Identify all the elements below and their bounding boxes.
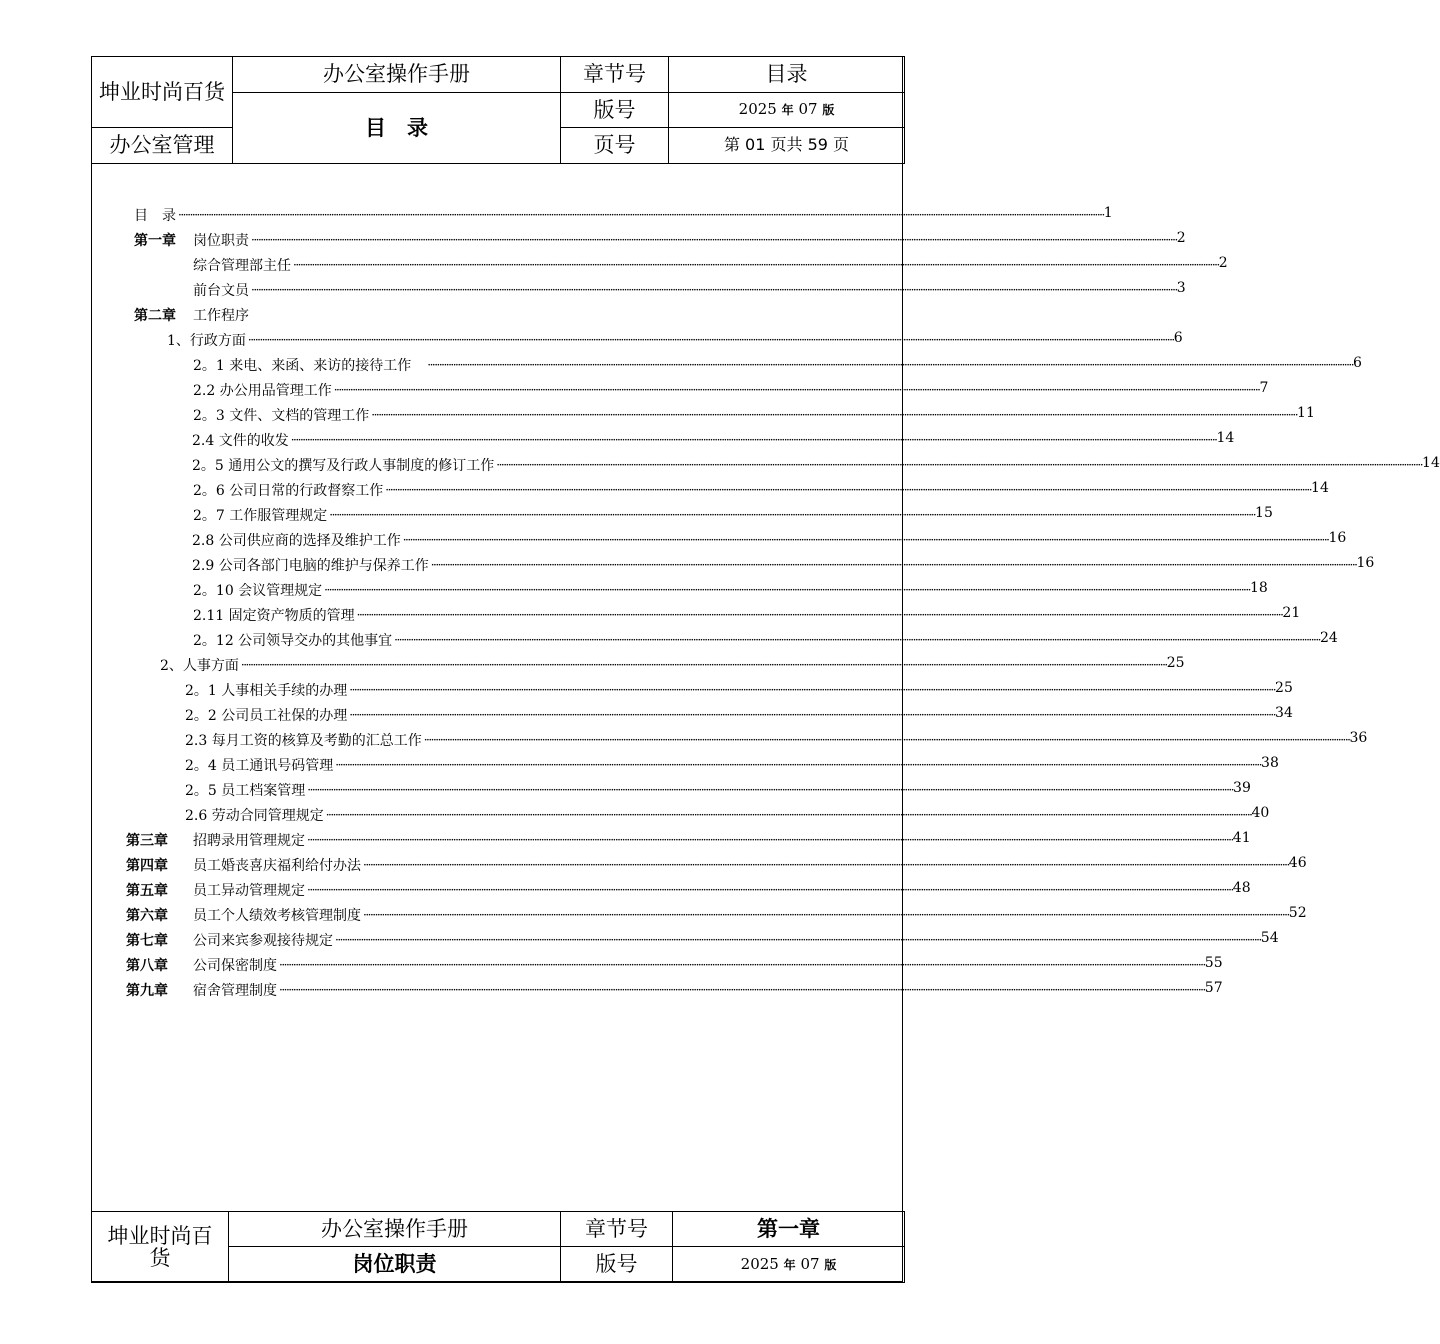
footer-chapter-label: 章节号	[561, 1212, 673, 1247]
toc-leader-dots: ················································································································································································································································································································································································································	[363, 858, 1289, 872]
footer-version-year-char: 年	[783, 1257, 796, 1272]
toc-leader-dots: ················································································································································································································································································································································································································	[324, 583, 1250, 597]
footer-version-value	[673, 1247, 905, 1283]
footer-version-label: 版号	[561, 1247, 673, 1283]
toc-title: 2.8 公司供应商的选择及维护工作	[192, 533, 401, 549]
toc-title: 2.6 劳动合同管理规定	[185, 808, 324, 824]
toc-leader-dots: ················································································································································································································································································································································································································	[349, 708, 1276, 722]
toc-leader-dots: ················································································································································································································································································································································································································	[371, 408, 1298, 422]
toc-page-number: 18	[1249, 580, 1268, 596]
toc-title: 2.11 固定资产物质的管理	[193, 608, 355, 624]
toc-page-number: 25	[1166, 655, 1185, 671]
toc-leader-dots: ················································································································································································································································································································································································································	[325, 808, 1252, 822]
toc-page-number: 52	[1288, 905, 1307, 921]
toc-leader-dots: ················································································································································································································································································································································································································	[251, 283, 1177, 297]
toc-title: 公司保密制度	[193, 958, 277, 974]
toc-entry	[0, 680, 1293, 700]
toc-leader-dots: ················································································································································································································································································································································································································	[356, 608, 1283, 622]
footer-version-char: 版	[824, 1257, 837, 1272]
toc-title: 1、行政方面	[167, 333, 246, 349]
toc-leader-dots: ················································································································································································································································································································································································································	[385, 483, 1312, 497]
footer-manual-title: 办公室操作手册	[229, 1212, 561, 1247]
toc-page-number: 57	[1204, 980, 1223, 996]
toc-title: 2。12 公司领导交办的其他事宜	[193, 633, 393, 649]
toc-leader-dots: ················································································································································································································································································································································································································	[279, 983, 1205, 997]
page-value: 第 01 页共 59 页	[669, 128, 905, 164]
toc-title: 2。1 人事相关手续的办理	[185, 683, 348, 699]
toc-entry	[0, 705, 1293, 725]
toc-leader-dots: ················································································································································································································································································································································································································	[394, 633, 1320, 647]
toc-chapter-number: 第五章	[126, 883, 168, 899]
toc-page-number: 34	[1275, 705, 1293, 721]
toc-page-number: 6	[1173, 330, 1183, 346]
toc-entry	[0, 605, 1301, 625]
toc-chapter-number: 第八章	[126, 958, 168, 974]
toc-title: 公司来宾参观接待规定	[193, 933, 333, 949]
toc-page-number: 15	[1255, 505, 1273, 521]
toc-leader-dots: ················································································································································································································································································································································································································	[333, 383, 1260, 397]
toc-entry	[0, 355, 1362, 375]
toc-entry	[0, 805, 1270, 825]
toc-entry	[0, 630, 1338, 650]
toc-page-number: 40	[1251, 805, 1270, 821]
toc-chapter-number: 第四章	[126, 858, 168, 874]
toc-entry	[0, 580, 1268, 600]
toc-leader-dots: ················································································································································································································································································································································································································	[293, 258, 1219, 272]
toc-page-number: 11	[1297, 405, 1315, 421]
footer-section-title: 岗位职责	[229, 1247, 561, 1283]
toc-entry	[0, 555, 1375, 575]
toc-page-number: 14	[1422, 455, 1440, 471]
toc-entry	[0, 755, 1279, 775]
toc-entry	[0, 205, 1113, 225]
toc-entry	[0, 855, 1307, 875]
toc-page-number: 41	[1232, 830, 1251, 846]
toc-leader-dots: ················································································································································································································································································································································································································	[240, 658, 1167, 672]
toc-entry	[0, 930, 1279, 950]
toc-entry	[0, 830, 1251, 850]
toc-entry	[0, 955, 1223, 975]
toc-chapter-number: 第二章	[134, 308, 176, 324]
toc-entry	[0, 330, 1183, 350]
toc-page-number: 25	[1275, 680, 1293, 696]
section-title: 目 录	[233, 93, 561, 164]
toc-page-number: 16	[1356, 555, 1375, 571]
toc-title: 综合管理部主任	[193, 258, 291, 274]
toc-title: 招聘录用管理规定	[193, 833, 305, 849]
toc-entry	[0, 655, 1185, 675]
toc-entry	[0, 905, 1307, 925]
toc-leader-dots: ················································································································································································································································································································································································································	[307, 833, 1233, 847]
toc-page-number: 7	[1259, 380, 1269, 396]
chapter-value: 目录	[669, 57, 905, 93]
version-char: 版	[822, 103, 835, 118]
toc-entry	[0, 280, 1186, 300]
toc-leader-dots: ················································································································································································································································································································································································································	[349, 683, 1276, 697]
toc-entry	[0, 430, 1235, 450]
toc-title: 2.9 公司各部门电脑的维护与保养工作	[192, 558, 429, 574]
toc-page-number: 39	[1233, 780, 1251, 796]
toc-chapter-number: 第三章	[126, 833, 168, 849]
page-label: 页号	[561, 128, 669, 164]
toc-chapter-number: 第一章	[134, 233, 176, 249]
toc-entry	[0, 305, 950, 325]
toc-entry	[0, 780, 1251, 800]
toc-chapter-number: 第六章	[126, 908, 168, 924]
toc-page-number: 14	[1216, 430, 1235, 446]
toc-leader-dots: ················································································································································································································································································································································································································	[427, 358, 1354, 372]
footer-company-name: 坤业时尚百货	[92, 1212, 229, 1283]
toc-title: 2。5 通用公文的撰写及行政人事制度的修订工作	[192, 458, 495, 474]
toc-leader-dots: ················································································································································································································································································································································································································	[363, 908, 1289, 922]
toc-entry	[0, 505, 1273, 525]
toc-page-number: 2	[1176, 230, 1186, 246]
toc-chapter-number: 第七章	[126, 933, 168, 949]
toc-leader-dots: ················································································································································································································································································································································································································	[279, 958, 1205, 972]
toc-page-number: 55	[1204, 955, 1223, 971]
version-year: 2025	[738, 100, 777, 119]
toc-title: 2。1 来电、来函、来访的接待工作	[193, 358, 426, 374]
toc-title: 员工个人绩效考核管理制度	[193, 908, 361, 924]
toc-title: 员工婚丧喜庆福利给付办法	[193, 858, 361, 874]
toc-title: 2。10 会议管理规定	[193, 583, 323, 599]
toc-entry	[0, 455, 1440, 475]
toc-page-number: 46	[1288, 855, 1307, 871]
version-value	[669, 93, 905, 128]
toc-entry	[0, 980, 1223, 1000]
toc-page-number: 21	[1282, 605, 1301, 621]
toc-page-number: 2	[1218, 255, 1228, 271]
toc-entry	[0, 530, 1347, 550]
toc-title: 2。6 公司日常的行政督察工作	[193, 483, 384, 499]
toc-entry	[0, 405, 1315, 425]
toc-page-number: 36	[1349, 730, 1368, 746]
toc-leader-dots: ················································································································································································································································································································································································································	[247, 333, 1174, 347]
toc-page-number: 1	[1103, 205, 1113, 221]
toc-entry	[0, 480, 1329, 500]
department-name: 办公室管理	[92, 128, 233, 164]
toc-title: 前台文员	[193, 283, 249, 299]
toc-title: 2。5 员工档案管理	[185, 783, 306, 799]
version-label: 版号	[561, 93, 669, 128]
toc-title: 目 录	[134, 208, 176, 224]
toc-entry	[0, 255, 1228, 275]
toc-page-number: 24	[1319, 630, 1338, 646]
toc-title: 员工异动管理规定	[193, 883, 305, 899]
toc-leader-dots: ················································································································································································································································································································································································································	[335, 758, 1262, 772]
company-name: 坤业时尚百货	[92, 57, 233, 128]
toc-title: 2、人事方面	[160, 658, 239, 674]
toc-chapter-number: 第九章	[126, 983, 168, 999]
footer-version-year: 2025	[740, 1254, 779, 1273]
footer-table	[91, 1211, 905, 1283]
toc-entry	[0, 730, 1368, 750]
toc-entry	[0, 880, 1251, 900]
toc-page-number: 14	[1311, 480, 1329, 496]
toc-leader-dots: ················································································································································································································································································································································································································	[307, 883, 1233, 897]
toc-title: 岗位职责	[193, 233, 249, 249]
toc-leader-dots: ················································································································································································································································································································································································································	[430, 558, 1357, 572]
toc-title: 2。7 工作服管理规定	[193, 508, 328, 524]
toc-page-number: 38	[1261, 755, 1279, 771]
version-num: 07	[798, 100, 818, 119]
toc-page-number: 16	[1328, 530, 1347, 546]
chapter-label: 章节号	[561, 57, 669, 93]
toc-title: 2.2 办公用品管理工作	[193, 383, 332, 399]
toc-leader-dots: ················································································································································································································································································································································································································	[307, 783, 1234, 797]
toc-leader-dots: ················································································································································································································································································································································································································	[290, 433, 1217, 447]
toc-leader-dots: ················································································································································································································································································································································································································	[496, 458, 1423, 472]
toc-page-number: 54	[1260, 930, 1279, 946]
toc-title: 2。3 文件、文档的管理工作	[193, 408, 370, 424]
toc-title: 2。2 公司员工社保的办理	[185, 708, 348, 724]
toc-title: 工作程序	[193, 308, 249, 324]
toc-title: 2.3 每月工资的核算及考勤的汇总工作	[185, 733, 422, 749]
header-table	[91, 56, 905, 164]
toc-title: 2。4 员工通讯号码管理	[185, 758, 334, 774]
toc-leader-dots: ················································································································································································································································································································································································································	[178, 208, 1104, 222]
toc-leader-dots: ················································································································································································································································································································································································································	[251, 233, 1177, 247]
footer-version-num: 07	[800, 1254, 820, 1273]
toc-title: 2.4 文件的收发	[192, 433, 289, 449]
toc-page-number: 3	[1176, 280, 1186, 296]
toc-entry	[0, 230, 1186, 250]
toc-leader-dots: ················································································································································································································································································································································································································	[402, 533, 1329, 547]
toc-page-number: 48	[1232, 880, 1251, 896]
footer-chapter-value: 第一章	[673, 1212, 905, 1247]
toc-entry	[0, 380, 1269, 400]
manual-title: 办公室操作手册	[233, 57, 561, 93]
toc-leader-dots: ················································································································································································································································································································································································································	[335, 933, 1261, 947]
toc-title: 宿舍管理制度	[193, 983, 277, 999]
toc-page-number: 6	[1353, 355, 1362, 371]
version-year-char: 年	[781, 103, 794, 118]
toc-leader-dots: ················································································································································································································································································································································································································	[423, 733, 1350, 747]
toc-leader-dots: ················································································································································································································································································································································································································	[329, 508, 1256, 522]
